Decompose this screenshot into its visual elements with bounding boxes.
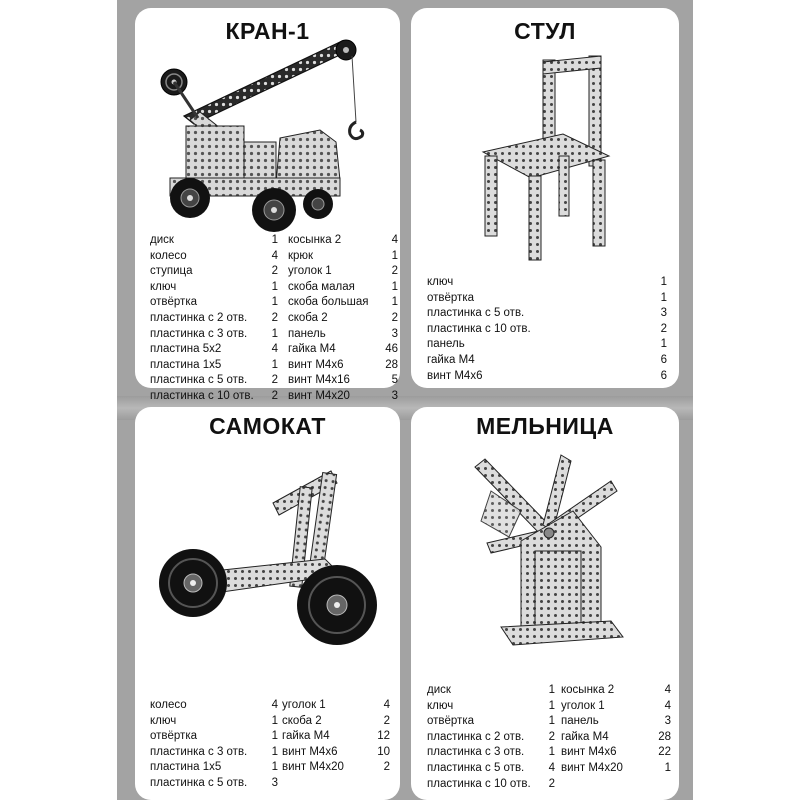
part-qty: 22: [658, 746, 671, 759]
part-name: колесо: [150, 699, 187, 711]
part-row: [288, 327, 398, 343]
part-qty: 2: [383, 714, 390, 727]
part-name: пластинка с 5 отв.: [427, 307, 525, 320]
part-name: пластинка с 3 отв.: [150, 745, 248, 758]
part-qty: 1: [664, 761, 671, 774]
part-row: [150, 249, 278, 265]
part-name: диск: [150, 234, 174, 246]
part-qty: 4: [271, 699, 278, 711]
part-name: пластинка с 5 отв.: [150, 374, 248, 387]
part-row: [150, 233, 278, 249]
part-row: [427, 714, 555, 730]
part-name: винт М4х16: [288, 374, 350, 387]
card-crane: [135, 8, 400, 402]
part-row: [282, 745, 390, 761]
part-qty: 1: [271, 234, 278, 246]
part-name: отвёртка: [150, 296, 198, 309]
part-row: [282, 760, 390, 776]
part-name: пластина 1х5: [150, 358, 222, 371]
part-row: [288, 233, 398, 249]
part-qty: 1: [271, 730, 278, 743]
part-name: пластинка с 2 отв.: [427, 730, 525, 743]
part-qty: 4: [548, 761, 555, 774]
part-name: колесо: [150, 249, 187, 262]
part-row: [427, 322, 667, 338]
part-name: гайка М4: [561, 730, 609, 743]
part-name: гайка М4: [427, 353, 475, 366]
part-name: ключ: [150, 280, 177, 293]
part-row: [427, 275, 667, 291]
part-name: отвёртка: [427, 715, 475, 728]
part-qty: 1: [660, 291, 667, 304]
part-qty: 28: [658, 730, 671, 743]
parts-column: [150, 233, 278, 405]
part-row: [288, 295, 398, 311]
part-qty: 5: [391, 374, 398, 387]
part-row: [150, 698, 278, 714]
part-name: ключ: [427, 699, 454, 712]
part-qty: 1: [271, 296, 278, 309]
card-chair: [411, 8, 679, 388]
part-qty: 3: [391, 327, 398, 340]
part-row: [561, 745, 671, 761]
part-qty: 4: [271, 249, 278, 262]
part-qty: 2: [271, 389, 278, 402]
part-qty: 2: [383, 761, 390, 774]
part-row: [427, 745, 555, 761]
parts-column: [150, 698, 278, 792]
part-qty: 46: [385, 343, 398, 356]
part-qty: 1: [660, 276, 667, 288]
chair-model-illustration: [471, 52, 621, 262]
part-name: винт М4х20: [288, 389, 350, 402]
part-row: [150, 264, 278, 280]
part-name: косынка 2: [561, 684, 615, 696]
part-name: винт М4х6: [288, 358, 344, 371]
part-qty: 12: [377, 730, 390, 743]
scooter-model-illustration: [155, 463, 385, 653]
part-row: [427, 369, 667, 385]
card-title: СТУЛ: [514, 18, 576, 44]
part-row: [427, 337, 667, 353]
part-qty: 3: [664, 715, 671, 728]
part-name: ключ: [150, 714, 177, 727]
part-row: [288, 264, 398, 280]
part-qty: 3: [391, 389, 398, 402]
part-qty: 6: [660, 369, 667, 382]
part-qty: 2: [391, 265, 398, 278]
part-row: [561, 730, 671, 746]
part-row: [150, 745, 278, 761]
part-name: скоба 2: [288, 311, 328, 324]
part-row: [427, 683, 555, 699]
part-name: отвёртка: [150, 730, 198, 743]
crane-model-illustration: [150, 38, 390, 233]
part-qty: 4: [664, 684, 671, 696]
part-qty: 2: [391, 311, 398, 324]
part-qty: 2: [271, 374, 278, 387]
part-row: [288, 373, 398, 389]
part-qty: 2: [660, 322, 667, 335]
part-qty: 1: [391, 280, 398, 293]
part-name: пластина 1х5: [150, 761, 222, 774]
part-row: [288, 358, 398, 374]
part-qty: 1: [391, 249, 398, 262]
part-row: [561, 761, 671, 777]
part-qty: 1: [271, 327, 278, 340]
part-row: [427, 699, 555, 715]
part-qty: 1: [271, 761, 278, 774]
part-name: пластинка с 10 отв.: [427, 777, 531, 790]
part-row: [150, 358, 278, 374]
part-qty: 1: [548, 684, 555, 696]
part-qty: 1: [271, 714, 278, 727]
part-qty: 2: [271, 311, 278, 324]
part-row: [150, 729, 278, 745]
part-row: [288, 389, 398, 405]
part-row: [427, 291, 667, 307]
part-name: скоба малая: [288, 280, 355, 293]
part-name: винт М4х6: [427, 369, 483, 382]
part-name: панель: [288, 327, 326, 340]
part-name: пластина 5х2: [150, 343, 222, 356]
part-qty: 2: [548, 777, 555, 790]
card-title: САМОКАТ: [209, 413, 326, 439]
part-row: [427, 353, 667, 369]
part-name: ступица: [150, 265, 193, 278]
parts-column: [561, 683, 671, 777]
part-qty: 3: [271, 776, 278, 789]
part-row: [427, 730, 555, 746]
part-row: [561, 714, 671, 730]
parts-column: [282, 698, 390, 776]
part-row: [150, 295, 278, 311]
part-row: [427, 306, 667, 322]
parts-column: [427, 275, 667, 384]
part-qty: 1: [271, 280, 278, 293]
part-name: панель: [561, 715, 599, 728]
part-qty: 4: [391, 234, 398, 246]
card-title: МЕЛЬНИЦА: [476, 413, 614, 439]
part-name: гайка М4: [288, 343, 336, 356]
part-name: косынка 2: [288, 234, 342, 246]
windmill-model-illustration: [461, 451, 631, 651]
part-name: ключ: [427, 276, 454, 288]
part-qty: 1: [548, 746, 555, 759]
part-name: пластинка с 2 отв.: [150, 311, 248, 324]
card-scooter: [135, 407, 400, 800]
part-row: [150, 373, 278, 389]
card-title: КРАН-1: [225, 18, 310, 44]
part-row: [288, 280, 398, 296]
part-qty: 3: [660, 307, 667, 320]
parts-column: [427, 683, 555, 792]
part-row: [561, 699, 671, 715]
part-row: [282, 729, 390, 745]
part-row: [150, 760, 278, 776]
part-qty: 1: [391, 296, 398, 309]
part-name: панель: [427, 338, 465, 351]
part-qty: 4: [383, 699, 390, 711]
part-name: винт М4х20: [282, 761, 344, 774]
part-qty: 2: [548, 730, 555, 743]
part-row: [427, 777, 555, 793]
part-name: пластинка с 3 отв.: [427, 746, 525, 759]
part-name: пластинка с 10 отв.: [150, 389, 254, 402]
part-qty: 10: [377, 745, 390, 758]
part-qty: 4: [664, 699, 671, 712]
part-qty: 4: [271, 343, 278, 356]
part-qty: 1: [660, 338, 667, 351]
part-row: [150, 714, 278, 730]
part-name: уголок 1: [288, 265, 332, 278]
part-qty: 1: [271, 745, 278, 758]
part-row: [561, 683, 671, 699]
part-name: пластинка с 5 отв.: [427, 761, 525, 774]
part-name: винт М4х6: [561, 746, 617, 759]
part-row: [150, 311, 278, 327]
part-name: уголок 1: [561, 699, 605, 712]
part-row: [288, 249, 398, 265]
part-name: гайка М4: [282, 730, 330, 743]
part-row: [282, 714, 390, 730]
part-name: пластинка с 10 отв.: [427, 322, 531, 335]
part-name: пластинка с 5 отв.: [150, 776, 248, 789]
part-qty: 1: [271, 358, 278, 371]
part-qty: 2: [271, 265, 278, 278]
part-qty: 1: [548, 715, 555, 728]
part-row: [150, 342, 278, 358]
card-windmill: [411, 407, 679, 800]
part-qty: 6: [660, 353, 667, 366]
part-name: винт М4х6: [282, 745, 338, 758]
part-name: скоба большая: [288, 296, 369, 309]
part-row: [150, 280, 278, 296]
part-row: [150, 327, 278, 343]
part-name: диск: [427, 684, 451, 696]
part-name: крюк: [288, 249, 314, 262]
part-row: [150, 389, 278, 405]
part-row: [282, 698, 390, 714]
part-name: винт М4х20: [561, 761, 623, 774]
part-row: [288, 311, 398, 327]
part-qty: 1: [548, 699, 555, 712]
part-qty: 28: [385, 358, 398, 371]
part-name: отвёртка: [427, 291, 475, 304]
part-name: пластинка с 3 отв.: [150, 327, 248, 340]
part-row: [427, 761, 555, 777]
part-row: [150, 776, 278, 792]
parts-column: [288, 233, 398, 405]
part-row: [288, 342, 398, 358]
part-name: скоба 2: [282, 714, 322, 727]
part-name: уголок 1: [282, 699, 326, 711]
